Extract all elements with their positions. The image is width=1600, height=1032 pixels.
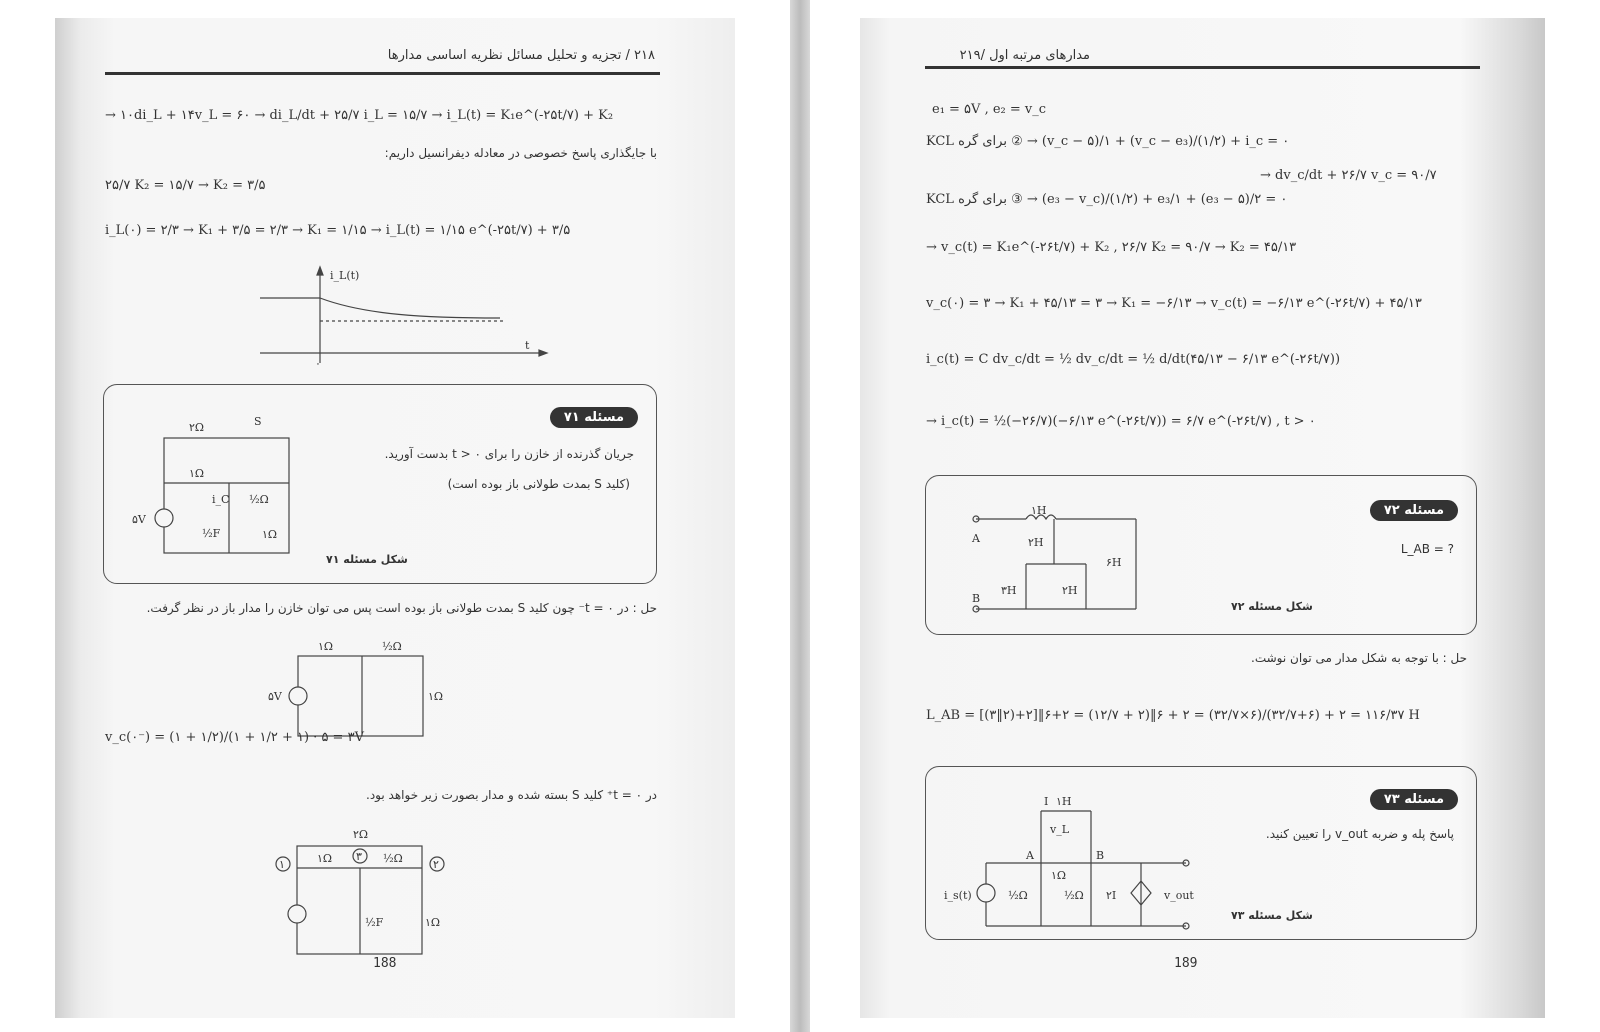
svg-text:۱H: ۱H [1031,504,1047,517]
svg-text:S: S [254,415,262,428]
left-page-number: 188 [373,956,397,971]
svg-text:½Ω: ½Ω [1064,889,1084,902]
svg-text:A: A [1026,849,1034,862]
svg-text:۳H: ۳H [1001,584,1017,597]
circuit-71 [132,413,304,563]
equation-line: → v_c(t) = K₁e^(-۲۶t/۷) + K₂ , ۲۶/۷ K₂ = ۹۰/۷ → K₂ = ۴۵/۱۳ [926,240,1297,255]
circuit-71-t0plus [275,816,475,956]
svg-text:۶H: ۶H [1106,556,1122,569]
svg-text:۲H: ۲H [1062,584,1078,597]
left-page [55,18,735,1018]
svg-text:B: B [1096,849,1105,862]
solution-71-text: حل : در t = ۰⁻ چون کلید S بمدت طولانی باز بوده است پس می توان خازن را مدار باز در نظر گرفت. [146,601,657,615]
lab-equation: L_AB = [(۳‖۲)+۲]‖۶+۲ = (۱۲/۷ + ۲)‖۶ + ۲ = (۳۲/۷×۶)/(۳۲/۷+۶) + ۲ = ۱۱۶/۳۷ H [926,708,1420,723]
svg-text:۵V: ۵V [132,513,146,526]
solution-72-text: حل : با توجه به شکل مدار می توان نوشت. [1251,651,1467,665]
vc-initial-equation: v_c(۰⁻) = (۱ + ۱/۲)/(۱ + ۱/۲ + ۱) · ۵ = ۳V [105,730,364,745]
problem-72-badge: مسئله ۷۲ [1370,500,1458,521]
svg-text:۱Ω: ۱Ω [262,528,278,541]
svg-text:½Ω: ½Ω [1008,889,1028,902]
equation-line: KCL برای گره ③ → (e₃ − v_c)/(۱/۲) + e₃/۱ + (e₃ − ۵)/۲ = ۰ [926,192,1288,207]
problem-73-statement: پاسخ پله و ضربه v_out را تعیین کنید. [1265,827,1454,841]
figure-73-caption: شکل مسئله ۷۳ [1231,909,1313,922]
svg-text:½F: ½F [365,916,384,929]
svg-text:۲Ω: ۲Ω [189,421,205,434]
graph-origin: ۰ [315,357,321,370]
svg-text:½Ω: ½Ω [383,852,403,865]
right-page-number: 189 [1174,956,1198,971]
svg-text:i_s(t): i_s(t) [944,889,972,902]
svg-text:۲H: ۲H [1028,536,1044,549]
graph-x-label: t [525,339,530,352]
svg-text:۱Ω: ۱Ω [189,467,205,480]
svg-text:۲: ۲ [433,858,439,871]
book-spine [790,0,810,1032]
svg-text:v_L: v_L [1050,823,1070,836]
svg-text:½F: ½F [202,527,221,540]
svg-text:۱Ω: ۱Ω [425,916,441,929]
svg-text:۱Ω: ۱Ω [428,690,444,703]
equation-line: → i_c(t) = ½(−۲۶/۷)(−۶/۱۳ e^(-۲۶t/۷)) = ۶/۷ e^(-۲۶t/۷) , t > ۰ [926,414,1316,429]
header-rule [925,66,1480,69]
header-rule [105,72,660,75]
problem-72-box [925,475,1477,635]
paragraph-text: در t = ۰⁺ کلید S بسته شده و مدار بصورت زیر خواهد بود. [366,788,657,802]
svg-text:I: I [1044,795,1049,808]
svg-text:i_C: i_C [212,493,230,506]
right-page [860,18,1545,1018]
equation-line: e₁ = ۵V , e₂ = v_c [932,102,1047,117]
graph-y-label: i_L(t) [330,269,360,282]
left-page-header: ۲۱۸ / تجزیه و تحلیل مسائل نظریه اساسی مدارها [387,48,655,63]
svg-text:½Ω: ½Ω [249,493,269,506]
right-page-header: مدارهای مرتبه اول /۲۱۹ [959,48,1090,63]
il-decay-graph [255,263,555,373]
equation-line: i_c(t) = C dv_c/dt = ½ dv_c/dt = ½ d/dt(۴۵/۱۳ − ۶/۱۳ e^(-۲۶t/۷)) [926,352,1341,367]
paragraph-text: با جایگذاری پاسخ خصوصی در معادله دیفرانسیل داریم: [384,146,657,160]
equation-line: → dv_c/dt + ۲۶/۷ v_c = ۹۰/۷ [1260,168,1437,183]
circuit-72 [966,504,1146,629]
svg-text:A: A [972,532,980,545]
figure-71-caption: شکل مسئله ۷۱ [326,553,408,566]
problem-71-badge: مسئله ۷۱ [550,407,638,428]
equation-line: KCL برای گره ② → (v_c − ۵)/۱ + (v_c − e₃)/(۱/۲) + i_c = ۰ [926,134,1290,149]
circuit-71-t0minus [268,638,444,738]
svg-text:۱: ۱ [279,858,285,871]
problem-71-statement: جریان گذرنده از خازن را برای t > ۰ بدست آورید. [384,447,634,461]
problem-71-box [103,384,657,584]
svg-text:v_out: v_out [1164,889,1194,902]
circuit-73 [946,781,1196,936]
svg-text:B: B [972,592,981,605]
equation-line: ۲۵/۷ K₂ = ۱۵/۷ → K₂ = ۳/۵ [105,178,266,193]
svg-text:۵V: ۵V [268,690,282,703]
problem-71-note: (کلید S بمدت طولانی باز بوده است) [447,477,630,491]
equation-line: i_L(۰) = ۲/۳ → K₁ + ۳/۵ = ۲/۳ → K₁ = ۱/۱۵ → i_L(t) = ۱/۱۵ e^(-۲۵t/۷) + ۳/۵ [105,223,571,238]
svg-text:۱Ω: ۱Ω [317,852,333,865]
equation-line: → ۱۰di_L + ۱۴v_L = ۶۰ → di_L/dt + ۲۵/۷ i_L = ۱۵/۷ → i_L(t) = K₁e^(-۲۵t/۷) + K₂ [105,108,614,123]
problem-73-badge: مسئله ۷۳ [1370,789,1458,810]
svg-text:۱Ω: ۱Ω [1051,869,1067,882]
svg-text:۱Ω: ۱Ω [318,640,334,653]
svg-text:۲I: ۲I [1106,889,1117,902]
svg-text:½Ω: ½Ω [382,640,402,653]
svg-text:۱H: ۱H [1056,795,1072,808]
svg-text:۳: ۳ [356,850,362,863]
problem-72-statement: L_AB = ? [1400,542,1454,556]
problem-73-box [925,766,1477,940]
svg-text:۲Ω: ۲Ω [353,828,369,841]
equation-line: v_c(۰) = ۳ → K₁ + ۴۵/۱۳ = ۳ → K₁ = −۶/۱۳ → v_c(t) = −۶/۱۳ e^(-۲۶t/۷) + ۴۵/۱۳ [926,296,1422,311]
figure-72-caption: شکل مسئله ۷۲ [1231,600,1313,613]
